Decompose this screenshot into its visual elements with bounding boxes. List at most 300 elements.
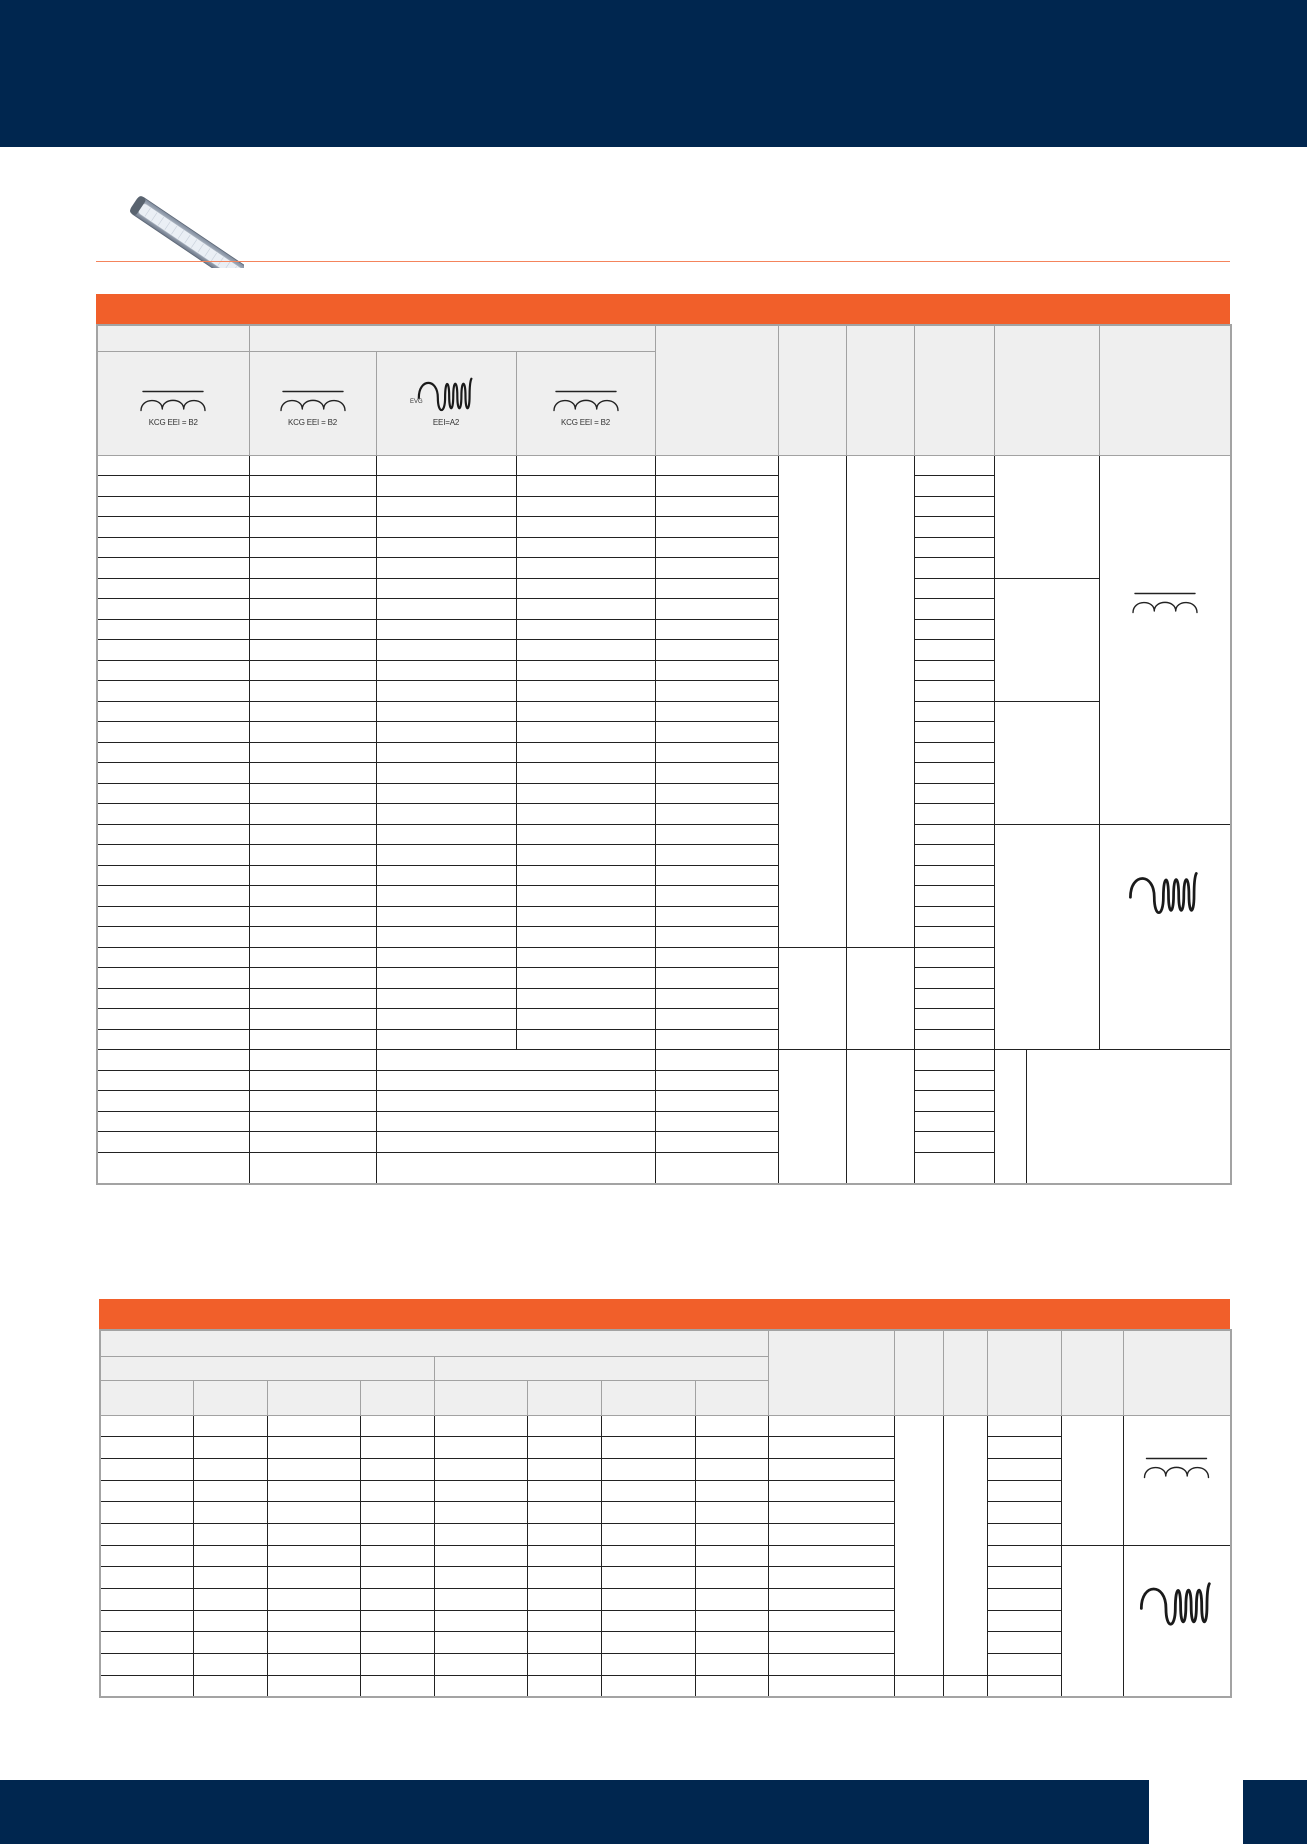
table-cell [249, 537, 376, 558]
table-cell [434, 1632, 527, 1654]
table-cell [249, 886, 376, 907]
table-cell [267, 1654, 360, 1676]
table-cell [987, 1545, 1061, 1567]
table-cell [97, 804, 249, 825]
table-cell [987, 1502, 1061, 1524]
table-header-row [100, 1330, 1231, 1356]
table-cell [516, 927, 655, 948]
table-cell [601, 1502, 695, 1524]
table-cell [914, 496, 994, 517]
table-cell [914, 927, 994, 948]
table-cell [249, 1029, 376, 1050]
table-cell [655, 906, 778, 927]
footer-band-right [1243, 1780, 1307, 1844]
electronic-ballast-icon [1139, 1580, 1214, 1632]
table-cell [376, 927, 516, 948]
table-cell [516, 804, 655, 825]
table-cell [376, 578, 516, 599]
table-cell [249, 681, 376, 702]
table-cell [97, 947, 249, 968]
table-cell [516, 783, 655, 804]
ballast-group-cell [1123, 1415, 1231, 1545]
table-cell [846, 455, 914, 947]
table-cell [914, 1070, 994, 1091]
table-cell [516, 558, 655, 579]
table-cell [193, 1610, 267, 1632]
table-cell [97, 455, 249, 476]
header-cell [193, 1380, 267, 1415]
table-cell [249, 455, 376, 476]
table-cell [914, 1152, 994, 1184]
table-cell [193, 1654, 267, 1676]
table-cell [527, 1415, 601, 1437]
table-cell [516, 988, 655, 1009]
table-cell [376, 1050, 655, 1071]
table-cell [1061, 1415, 1123, 1545]
table-cell [914, 1132, 994, 1153]
table-cell [527, 1610, 601, 1632]
table-cell [434, 1567, 527, 1589]
table-cell [601, 1567, 695, 1589]
table-cell [97, 640, 249, 661]
table-cell [655, 804, 778, 825]
table-cell [376, 660, 516, 681]
table-cell [894, 1675, 943, 1697]
table-cell [768, 1502, 894, 1524]
table-cell [601, 1589, 695, 1611]
table-row [100, 1415, 1231, 1437]
table-cell [914, 599, 994, 620]
table-cell [267, 1437, 360, 1459]
table-cell [987, 1415, 1061, 1437]
table-cell [267, 1632, 360, 1654]
table-header [100, 1330, 1231, 1415]
table-cell [193, 1523, 267, 1545]
header-cell-group [100, 1330, 768, 1356]
table-header-row [97, 325, 1231, 351]
conventional-ballast-icon [550, 388, 622, 412]
table-cell [360, 1654, 434, 1676]
table-cell [601, 1654, 695, 1676]
table-cell [360, 1632, 434, 1654]
table-cell [527, 1632, 601, 1654]
table-cell [768, 1589, 894, 1611]
table-cell [434, 1589, 527, 1611]
table-cell [516, 763, 655, 784]
ballast-spec [98, 352, 249, 455]
table-cell [97, 927, 249, 948]
table-cell [527, 1545, 601, 1567]
table-cell [914, 865, 994, 886]
table-cell [376, 722, 516, 743]
table-cell [249, 824, 376, 845]
table-cell [778, 455, 846, 947]
electronic-ballast-icon [417, 376, 475, 416]
table-cell [193, 1480, 267, 1502]
table-cell [516, 476, 655, 497]
table-cell [516, 824, 655, 845]
table-cell [768, 1523, 894, 1545]
table-cell [249, 517, 376, 538]
table-cell [193, 1632, 267, 1654]
table-cell [97, 906, 249, 927]
table-cell [376, 681, 516, 702]
table-cell [376, 906, 516, 927]
table-cell [267, 1480, 360, 1502]
table-cell [193, 1545, 267, 1567]
table-cell [655, 1070, 778, 1091]
table-cell [249, 1070, 376, 1091]
table-cell [516, 455, 655, 476]
table-cell [376, 865, 516, 886]
table-row [97, 455, 1231, 476]
table-cell [97, 496, 249, 517]
table-cell [376, 1070, 655, 1091]
table-cell [97, 1050, 249, 1071]
table-cell [987, 1480, 1061, 1502]
table-cell [100, 1545, 193, 1567]
ballast-group-cell [1099, 455, 1231, 824]
table-cell [516, 619, 655, 640]
table-cell [376, 804, 516, 825]
table-cell [434, 1610, 527, 1632]
ballast-group-cell [1099, 824, 1231, 1050]
table-body [100, 1415, 1231, 1697]
footer-band [0, 1780, 1149, 1844]
table-cell [193, 1567, 267, 1589]
spec-table-1 [96, 324, 1232, 1185]
table-cell [655, 845, 778, 866]
table-cell [376, 476, 516, 497]
section-rule [96, 261, 1230, 262]
header-cell [360, 1380, 434, 1415]
table-cell [516, 845, 655, 866]
table-cell [655, 681, 778, 702]
table-cell [100, 1458, 193, 1480]
table-cell [249, 1132, 376, 1153]
table-cell [516, 1009, 655, 1030]
table-cell [914, 763, 994, 784]
table-cell [249, 947, 376, 968]
table-cell [360, 1589, 434, 1611]
table-cell [376, 1152, 655, 1184]
table-cell [100, 1502, 193, 1524]
table-cell [655, 1029, 778, 1050]
table-cell [376, 517, 516, 538]
table-cell [914, 742, 994, 763]
table-cell [655, 701, 778, 722]
table-cell [846, 1050, 914, 1185]
table-cell [376, 947, 516, 968]
table-cell [943, 1675, 987, 1697]
table-cell [376, 496, 516, 517]
table-cell [768, 1610, 894, 1632]
table-cell [1026, 1050, 1231, 1185]
table-cell [249, 701, 376, 722]
table-cell [376, 640, 516, 661]
table-cell [516, 578, 655, 599]
table-cell [100, 1523, 193, 1545]
table-cell [360, 1458, 434, 1480]
table-cell [516, 537, 655, 558]
table-cell [655, 886, 778, 907]
header-cell [97, 325, 249, 351]
table-cell [249, 742, 376, 763]
table-cell [97, 681, 249, 702]
table-cell [527, 1675, 601, 1697]
table-cell [249, 722, 376, 743]
table-cell [249, 640, 376, 661]
table-cell [601, 1458, 695, 1480]
header-cell [987, 1330, 1061, 1415]
table-cell [527, 1458, 601, 1480]
table-cell [987, 1610, 1061, 1632]
ballast-class-label: KCG EEI = B2 [148, 417, 198, 427]
table-cell [516, 906, 655, 927]
spec-table-2 [99, 1329, 1232, 1698]
table-cell [97, 1070, 249, 1091]
table-cell [249, 660, 376, 681]
table-cell [894, 1415, 943, 1675]
conventional-ballast-icon [1129, 590, 1201, 614]
ballast-class-label: EEI=A2 [432, 417, 460, 427]
table-cell [655, 619, 778, 640]
table-cell [97, 865, 249, 886]
table-cell [516, 599, 655, 620]
table-cell [267, 1567, 360, 1589]
table-cell [516, 886, 655, 907]
table-cell [249, 968, 376, 989]
header-cell-subgroup [100, 1356, 434, 1380]
electronic-ballast-icon [1127, 870, 1202, 920]
table-cell [100, 1437, 193, 1459]
table-cell [655, 455, 778, 476]
table-cell [267, 1589, 360, 1611]
table-cell [97, 988, 249, 1009]
table-cell [655, 968, 778, 989]
table-cell [768, 1632, 894, 1654]
table-cell [360, 1610, 434, 1632]
table-cell [249, 845, 376, 866]
table-cell [376, 988, 516, 1009]
ballast-group-cell [1123, 1545, 1231, 1697]
table-cell [100, 1589, 193, 1611]
table-cell [1061, 1545, 1123, 1697]
table-cell [527, 1523, 601, 1545]
table-cell [97, 619, 249, 640]
table-cell [601, 1545, 695, 1567]
table-cell [914, 1111, 994, 1132]
table-cell [249, 988, 376, 1009]
table-cell [914, 640, 994, 661]
table-cell [434, 1675, 527, 1697]
header-cell [267, 1380, 360, 1415]
table-cell [655, 476, 778, 497]
table-cell [987, 1523, 1061, 1545]
header-cell [894, 1330, 943, 1415]
table-cell [695, 1480, 768, 1502]
table-cell [914, 517, 994, 538]
table-cell [695, 1610, 768, 1632]
table-cell [249, 1009, 376, 1030]
table-cell [527, 1502, 601, 1524]
table-cell [249, 804, 376, 825]
table-cell [376, 1111, 655, 1132]
table-cell [100, 1610, 193, 1632]
table-cell [914, 824, 994, 845]
table-cell [516, 640, 655, 661]
table-cell [97, 578, 249, 599]
header-cell [846, 325, 914, 455]
table-cell [267, 1610, 360, 1632]
table-cell [97, 886, 249, 907]
table-cell [987, 1675, 1061, 1697]
table-cell [655, 517, 778, 538]
table-cell [914, 947, 994, 968]
table-cell [376, 1132, 655, 1153]
table-cell [376, 886, 516, 907]
table-cell [695, 1675, 768, 1697]
table-cell [655, 1111, 778, 1132]
table-cell [695, 1589, 768, 1611]
table-cell [695, 1437, 768, 1459]
table-cell [434, 1502, 527, 1524]
table-cell [249, 1111, 376, 1132]
table-cell [434, 1654, 527, 1676]
table-cell [376, 701, 516, 722]
table-cell [360, 1437, 434, 1459]
table-cell [516, 742, 655, 763]
table-cell [97, 517, 249, 538]
header-cell [601, 1380, 695, 1415]
table-cell [695, 1654, 768, 1676]
table-cell [914, 722, 994, 743]
table-cell [97, 1111, 249, 1132]
header-cell [100, 1380, 193, 1415]
table-cell [434, 1415, 527, 1437]
table-cell [360, 1675, 434, 1697]
table-cell [695, 1545, 768, 1567]
ballast-class-label: KCG EEI = B2 [561, 417, 610, 427]
table-cell [97, 1029, 249, 1050]
table-row [97, 824, 1231, 845]
table-cell [516, 865, 655, 886]
table-cell [655, 1050, 778, 1071]
table-cell [601, 1415, 695, 1437]
table-cell [994, 1050, 1026, 1185]
table-cell [97, 845, 249, 866]
table-cell [914, 1029, 994, 1050]
table-cell [601, 1480, 695, 1502]
table-cell [914, 1050, 994, 1071]
table-cell [768, 1654, 894, 1676]
table-cell [655, 578, 778, 599]
table-cell [97, 476, 249, 497]
table-cell [434, 1437, 527, 1459]
table-cell [655, 1009, 778, 1030]
table-cell [987, 1632, 1061, 1654]
table-cell [655, 763, 778, 784]
header-cell [768, 1330, 894, 1415]
table-cell [434, 1458, 527, 1480]
table-cell [97, 824, 249, 845]
table-cell [360, 1523, 434, 1545]
table-cell [360, 1415, 434, 1437]
table-cell [516, 968, 655, 989]
table-cell [914, 701, 994, 722]
table-cell [994, 701, 1099, 824]
table-cell [360, 1567, 434, 1589]
table-cell [249, 1050, 376, 1071]
table-cell [376, 742, 516, 763]
table-cell [778, 1050, 846, 1185]
table-cell [516, 722, 655, 743]
table-cell [655, 947, 778, 968]
table-cell [97, 599, 249, 620]
table-cell [249, 619, 376, 640]
table-cell [914, 681, 994, 702]
table-row [97, 1050, 1231, 1071]
table-cell [914, 1009, 994, 1030]
table-title-bar [96, 294, 1230, 324]
spec-table-1-block [96, 294, 1230, 1185]
table-cell [516, 1029, 655, 1050]
table-cell [100, 1675, 193, 1697]
table-cell [376, 968, 516, 989]
table-cell [527, 1437, 601, 1459]
table-cell [655, 496, 778, 517]
table-cell [193, 1589, 267, 1611]
table-cell [914, 578, 994, 599]
table-cell [97, 742, 249, 763]
table-cell [914, 1091, 994, 1112]
table-cell [987, 1654, 1061, 1676]
top-header-band [0, 0, 1307, 147]
table-cell [97, 1091, 249, 1112]
table-cell [994, 824, 1099, 1050]
header-cell-ballast [516, 351, 655, 455]
header-cell [943, 1330, 987, 1415]
table-cell [193, 1437, 267, 1459]
header-cell [655, 325, 778, 455]
conventional-ballast-icon [1140, 1455, 1213, 1479]
table-cell [516, 681, 655, 702]
table-cell [987, 1589, 1061, 1611]
table-cell [846, 947, 914, 1050]
table-cell [527, 1567, 601, 1589]
table-row [97, 578, 1231, 599]
table-cell [193, 1502, 267, 1524]
table-cell [914, 886, 994, 907]
table-cell [516, 947, 655, 968]
table-title-bar [99, 1299, 1230, 1329]
table-cell [267, 1675, 360, 1697]
table-cell [376, 824, 516, 845]
table-cell [655, 783, 778, 804]
table-cell [97, 722, 249, 743]
table-cell [97, 537, 249, 558]
table-cell [914, 558, 994, 579]
table-cell [376, 455, 516, 476]
table-cell [527, 1589, 601, 1611]
table-cell [601, 1632, 695, 1654]
conventional-ballast-icon [277, 388, 349, 412]
table-cell [655, 660, 778, 681]
table-cell [527, 1480, 601, 1502]
header-cell-ballast [249, 351, 376, 455]
table-cell [914, 660, 994, 681]
table-cell [360, 1545, 434, 1567]
